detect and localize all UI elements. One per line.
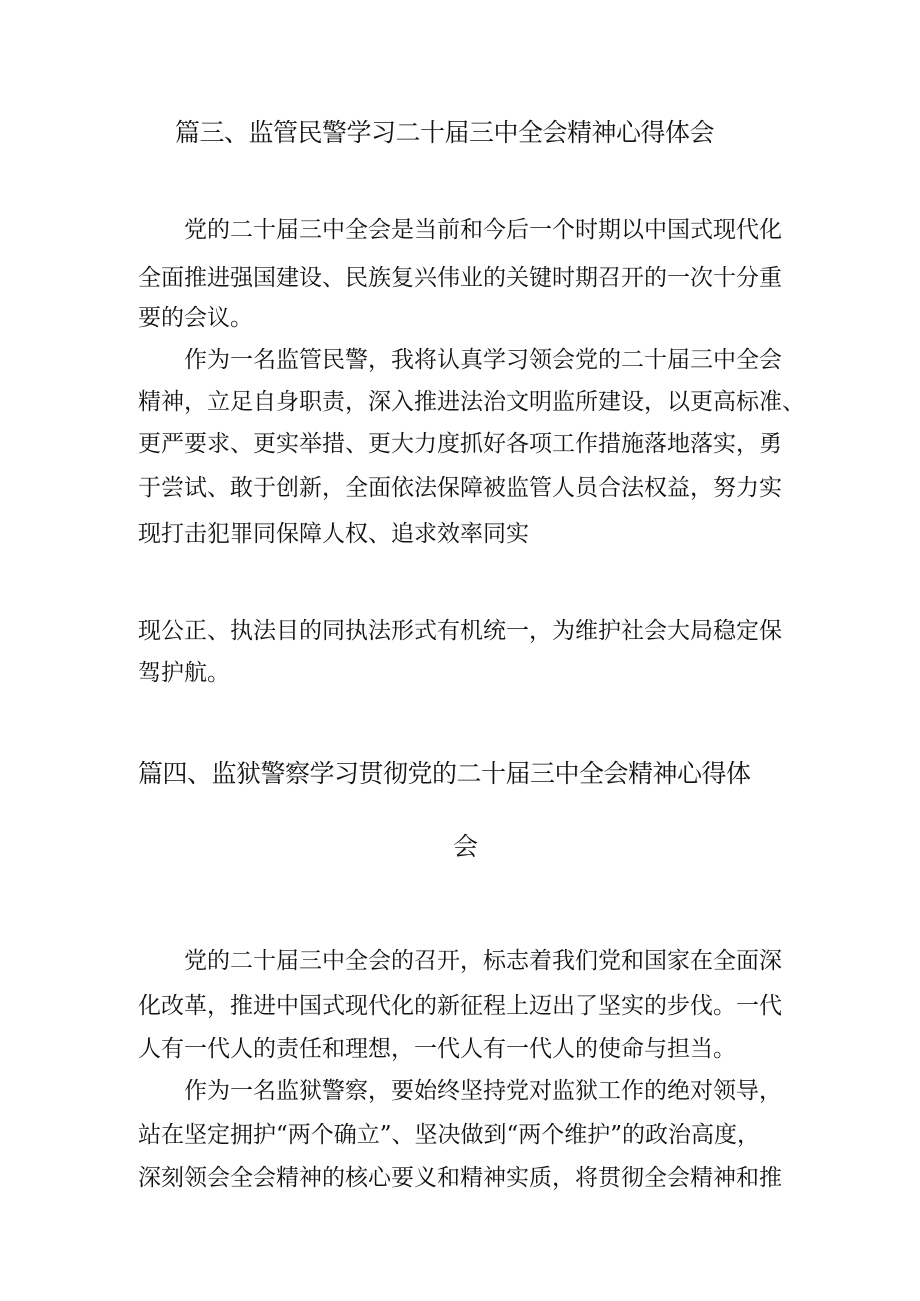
section4-para1-line2: 化改革，推进中国式现代化的新征程上迈出了坚实的步伐。一代 [138,993,782,1019]
section3-para2-cont-line2: 驾护航。 [138,660,230,686]
section4-title-line1: 篇四、监狱警察学习贯彻党的二十届三中全会精神心得体 [138,759,751,788]
section3-para1-line3: 要的会议。 [138,305,253,331]
section3-para2-line1: 作为一名监管民警，我将认真学习领会党的二十届三中全会 [184,347,782,373]
section3-para1-line2: 全面推进强国建设、民族复兴伟业的关键时期召开的一次十分重 [138,265,782,291]
section3-para2-line5: 现打击犯罪同保障人权、追求效率同实 [138,521,529,547]
section4-para1-line3: 人有一代人的责任和理想，一代人有一代人的使命与担当。 [138,1036,736,1062]
section3-title: 篇三、监管民警学习二十届三中全会精神心得体会 [175,118,715,147]
section3-para2-cont-line1: 现公正、执法目的同执法形式有机统一，为维护社会大局稳定保 [138,618,782,644]
section3-para1-line1: 党的二十届三中全会是当前和今后一个时期以中国式现代化 [184,217,782,243]
section4-title-line2: 会 [453,832,478,861]
section4-para1-line1: 党的二十届三中全会的召开，标志着我们党和国家在全面深 [184,948,782,974]
section4-para2-line1: 作为一名监狱警察，要始终坚持党对监狱工作的绝对领导， [184,1078,782,1104]
section3-para2-line2: 精神，立足自身职责，深入推进法治文明监所建设，以更高标准、 [138,389,805,415]
section4-para2-line2: 站在坚定拥护“两个确立”、坚决做到“两个维护”的政治高度， [138,1122,761,1148]
section3-para2-line3: 更严要求、更实举措、更大力度抓好各项工作措施落地落实，勇 [138,431,782,457]
section3-para2-line4: 于尝试、敢于创新，全面依法保障被监管人员合法权益，努力实 [138,475,782,501]
section4-para2-line3: 深刻领会全会精神的核心要义和精神实质，将贯彻全会精神和推 [138,1165,782,1191]
